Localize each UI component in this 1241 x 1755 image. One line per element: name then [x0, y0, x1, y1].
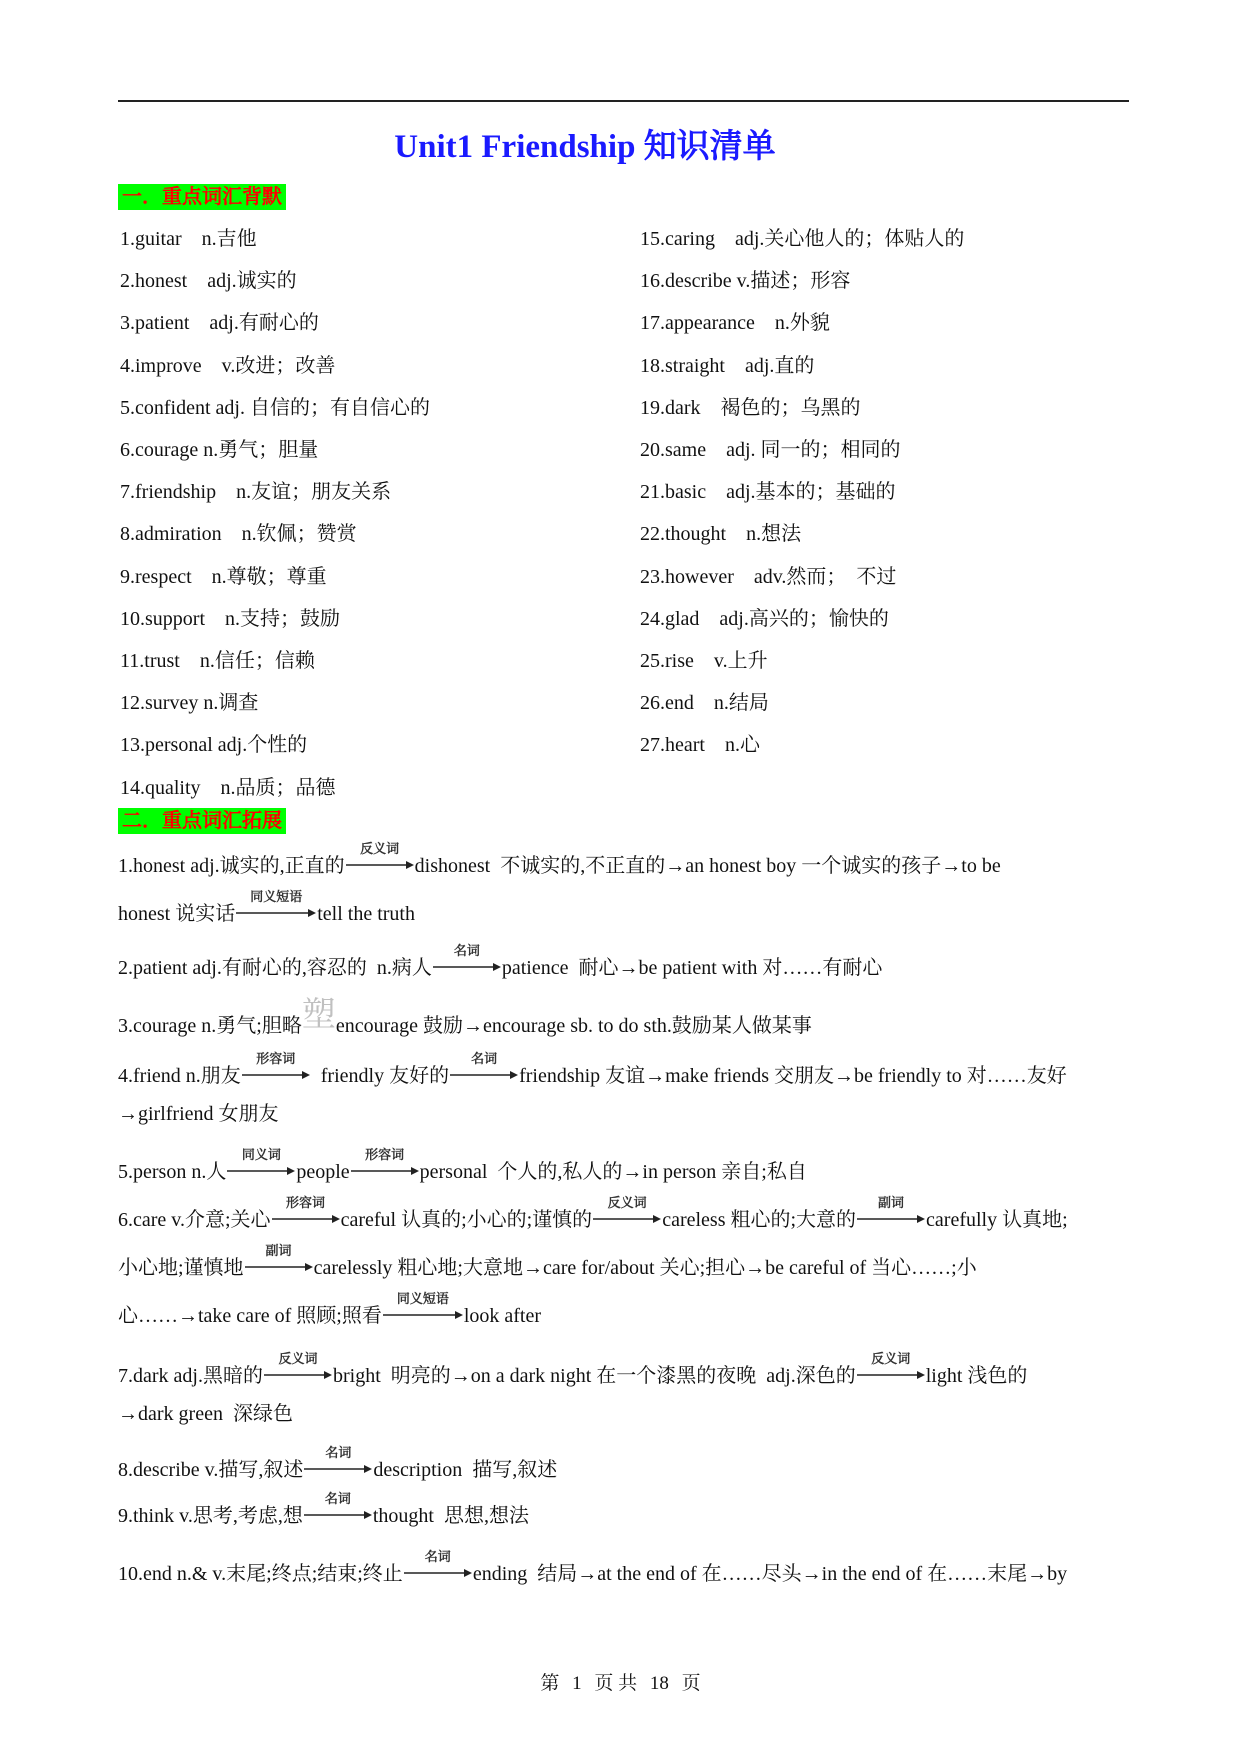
relation-label: 形容词 [256, 1052, 296, 1067]
relation-label: 名词 [325, 1446, 352, 1461]
expansion-line [118, 1148, 807, 1186]
expansion-line [118, 1292, 542, 1330]
relation-arrow-icon [382, 1292, 464, 1322]
line-text: tell the truth [317, 903, 415, 925]
vocab-item: 2.honest adj.诚实的 [120, 270, 297, 293]
line-text: 1.honest adj.诚实的,正直的 [118, 855, 345, 877]
line-text: carefully 认真地; [926, 1209, 1068, 1231]
section-heading-expansion: 二．重点词汇拓展 [118, 808, 286, 834]
line-text: carelessly 粗心地;大意地→care for/about 关心;担心→be careful of 当心……;小 [313, 1257, 977, 1279]
line-text: light 浅色的 [925, 1365, 1028, 1387]
expansion-line [118, 1100, 279, 1128]
line-text: friendship 友谊→make friends 交朋友→be friendly to 对……友好 [519, 1065, 1067, 1087]
line-text: 心……→take care of 照顾;照看 [118, 1305, 382, 1327]
page-title: Unit1 Friendship 知识清单 [394, 129, 776, 165]
relation-label: 同义短语 [396, 1292, 449, 1307]
relation-label: 名词 [471, 1052, 498, 1067]
relation-label: 同义短语 [250, 890, 303, 905]
relation-label: 反义词 [278, 1352, 318, 1367]
line-text: ending 结局→at the end of 在……尽头→in the end of 在……末尾→by [472, 1563, 1068, 1585]
vocab-item: 5.confident adj. 自信的；有自信心的 [120, 396, 430, 419]
line-text: →dark green 深绿色 [118, 1403, 293, 1425]
vocab-item: 22.thought n.想法 [640, 523, 802, 546]
top-rule [118, 100, 1129, 102]
line-text: 6.care v.介意;关心 [118, 1209, 271, 1231]
relation-label: 副词 [265, 1244, 292, 1259]
relation-arrow-icon [432, 944, 502, 974]
footer-total-pages: 18 [649, 1673, 669, 1694]
vocab-item: 9.respect n.尊敬；尊重 [120, 565, 327, 588]
line-text: dishonest 不诚实的,不正直的→an honest boy 一个诚实的孩子→to be [414, 855, 1001, 877]
vocab-item: 19.dark 褐色的；乌黑的 [640, 396, 861, 419]
vocab-item: 10.support n.支持；鼓励 [120, 607, 340, 630]
expansion-line [118, 1052, 1067, 1090]
vocab-item: 25.rise v.上升 [640, 650, 768, 672]
line-text: 8.describe v.描写,叙述 [118, 1459, 304, 1481]
vocab-item: 24.glad adj.高兴的；愉快的 [640, 607, 889, 630]
expansion-line [118, 1352, 1028, 1390]
line-text: 5.person n.人 [118, 1161, 227, 1183]
vocab-item: 20.same adj. 同一的；相同的 [640, 439, 901, 461]
footer-middle: 页 共 [594, 1673, 638, 1694]
line-text: 7.dark adj.黑暗的 [118, 1365, 263, 1387]
relation-arrow-icon [271, 1196, 341, 1226]
vocab-item: 7.friendship n.友谊；朋友关系 [120, 481, 392, 504]
relation-arrow-icon [856, 1196, 926, 1226]
relation-arrow-icon [244, 1244, 314, 1274]
relation-arrow-icon [226, 1148, 296, 1178]
relation-arrow-icon [403, 1550, 473, 1580]
vocab-item: 23.however adv.然而； 不过 [640, 565, 897, 588]
expansion-line [118, 1400, 293, 1428]
relation-label: 形容词 [286, 1196, 326, 1211]
vocab-item: 12.survey n.调查 [120, 692, 259, 715]
relation-label: 副词 [878, 1196, 905, 1211]
vocab-item: 6.courage n.勇气；胆量 [120, 439, 319, 461]
line-text: 10.end n.& v.末尾;终点;结束;终止 [118, 1563, 403, 1585]
line-text: thought 思想,想法 [372, 1505, 529, 1527]
footer-page-number: 1 [572, 1673, 582, 1694]
relation-label: 同义词 [241, 1148, 281, 1163]
expansion-line [118, 842, 1001, 880]
relation-arrow-icon [241, 1052, 311, 1082]
relation-label: 反义词 [871, 1352, 911, 1367]
watermark-glyph: 塑 [301, 997, 336, 1034]
relation-label: 反义词 [360, 842, 400, 857]
vocab-item: 11.trust n.信任；信赖 [120, 650, 315, 672]
relation-label: 形容词 [365, 1148, 405, 1163]
line-text: 2.patient adj.有耐心的,容忍的 n.病人 [118, 957, 432, 979]
relation-arrow-icon [350, 1148, 420, 1178]
line-text: honest 说实话 [118, 903, 236, 925]
line-text: people [296, 1161, 350, 1183]
line-text: bright 明亮的→on a dark night 在一个漆黑的夜晚 adj.深色的 [332, 1365, 856, 1387]
relation-label: 名词 [424, 1550, 451, 1565]
vocab-item: 18.straight adj.直的 [640, 354, 815, 377]
section-heading-vocab: 一．重点词汇背默 [118, 184, 286, 210]
expansion-line [118, 1196, 1068, 1234]
line-text: 小心地;谨慎地 [118, 1257, 244, 1279]
line-text: 4.friend n.朋友 [118, 1065, 241, 1087]
line-text: →girlfriend 女朋友 [118, 1103, 279, 1125]
vocab-item: 14.quality n.品质；品德 [120, 776, 336, 799]
relation-arrow-icon [303, 1492, 373, 1522]
expansion-line [118, 890, 415, 928]
relation-label: 名词 [324, 1492, 351, 1507]
relation-arrow-icon [592, 1196, 662, 1226]
vocab-item: 4.improve v.改进；改善 [120, 354, 336, 377]
line-text: careless 粗心的;大意的 [662, 1209, 857, 1231]
expansion-line [118, 1492, 529, 1530]
vocab-item: 1.guitar n.吉他 [120, 228, 257, 250]
expansion-line [118, 1446, 558, 1484]
vocab-item: 16.describe v.描述；形容 [640, 270, 851, 293]
line-text: 9.think v.思考,考虑,想 [118, 1505, 303, 1527]
line-text: look after [463, 1305, 542, 1327]
relation-arrow-icon [263, 1352, 333, 1382]
line-text: description 描写,叙述 [373, 1459, 558, 1481]
relation-arrow-icon [345, 842, 415, 872]
relation-arrow-icon [449, 1052, 519, 1082]
vocab-item: 26.end n.结局 [640, 692, 769, 715]
line-text: patience 耐心→be patient with 对……有耐心 [501, 957, 883, 979]
relation-label: 反义词 [607, 1196, 647, 1211]
page-footer [0, 1668, 1241, 1695]
relation-arrow-icon [303, 1446, 373, 1476]
line-text: encourage 鼓励→encourage sb. to do sth.鼓励某人做某事 [335, 1015, 812, 1037]
relation-label: 名词 [453, 944, 480, 959]
line-text: friendly 友好的 [310, 1065, 450, 1087]
vocab-item: 8.admiration n.钦佩；赞赏 [120, 523, 357, 546]
line-text: personal 个人的,私人的→in person 亲自;私自 [419, 1161, 807, 1183]
expansion-line [118, 1550, 1068, 1588]
line-text: careful 认真的;小心的;谨慎的 [340, 1209, 593, 1231]
expansion-line [118, 1244, 977, 1282]
vocab-item: 13.personal adj.个性的 [120, 734, 308, 757]
relation-arrow-icon [235, 890, 317, 920]
vocab-item: 27.heart n.心 [640, 734, 760, 757]
footer-suffix: 页 [681, 1673, 701, 1694]
line-text: 3.courage n.勇气;胆略 [118, 1015, 302, 1037]
vocab-item: 21.basic adj.基本的；基础的 [640, 481, 896, 504]
expansion-line [118, 997, 812, 1040]
vocab-item: 17.appearance n.外貌 [640, 312, 830, 335]
footer-prefix: 第 [540, 1673, 560, 1694]
relation-arrow-icon [856, 1352, 926, 1382]
expansion-line [118, 944, 883, 982]
vocab-item: 3.patient adj.有耐心的 [120, 312, 319, 335]
vocab-item: 15.caring adj.关心他人的；体贴人的 [640, 228, 965, 250]
